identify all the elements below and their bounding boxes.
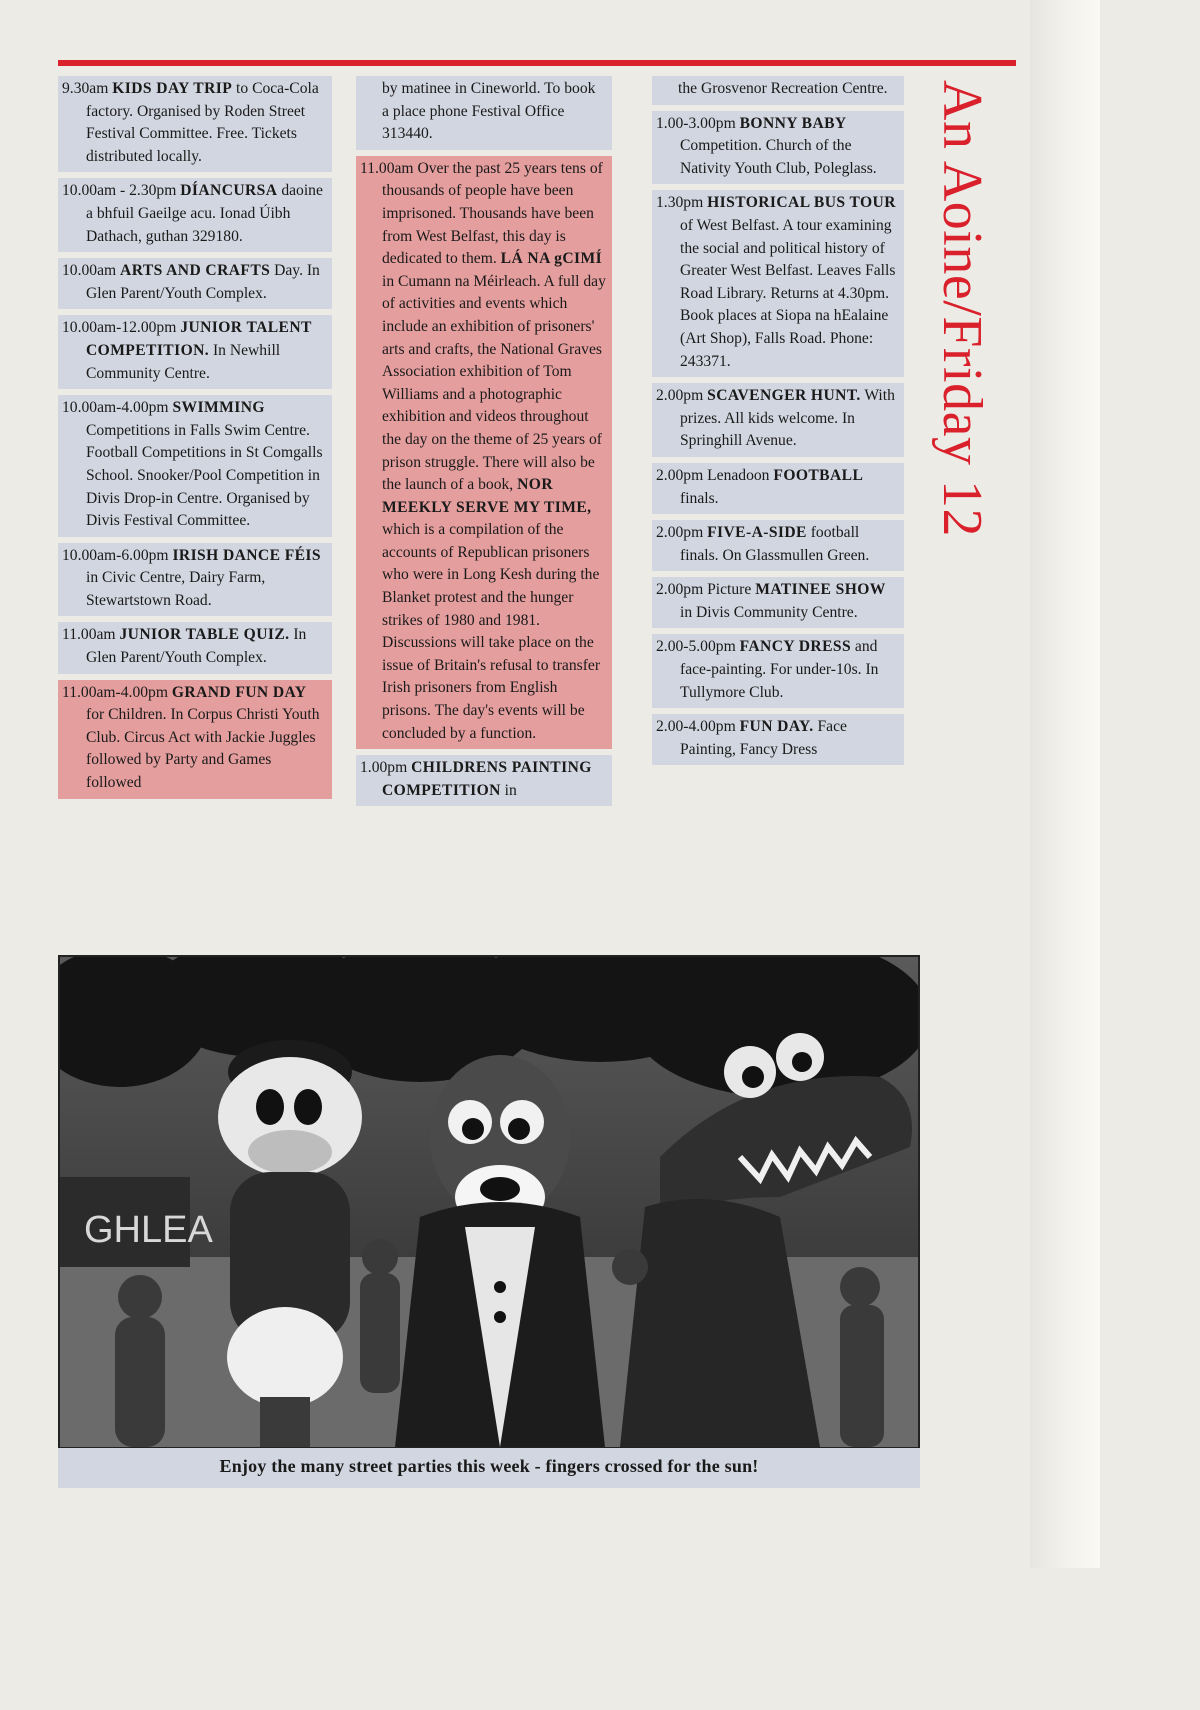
event-headline: JUNIOR TABLE QUIZ. xyxy=(119,626,290,644)
event-listing xyxy=(58,178,332,252)
day-heading xyxy=(933,80,991,700)
event-listing xyxy=(652,577,904,628)
event-listing xyxy=(652,463,904,514)
event-text: Lenadoon xyxy=(707,466,770,484)
event-time: 11.00am xyxy=(62,626,116,644)
event-time: 10.00am-4.00pm xyxy=(62,399,169,417)
event-headline: MATINEE SHOW xyxy=(755,581,886,599)
event-listing xyxy=(652,383,904,457)
event-text: to Coca-Cola factory. Organised by Roden Street Festival Committee. Free. Tickets distributed locally. xyxy=(86,80,319,165)
event-text: which is a compilation of the accounts of Republican prisoners who were in Long Kesh during the Blanket protest and the hunger strikes of 1980 and 1981. Discussions will take place on the issue of Britain's refusal to transfer Irish prisoners from English prisons. The day's events will be concluded by a function. xyxy=(382,521,601,742)
event-time: 2.00pm xyxy=(656,387,704,405)
event-time: 9.30am xyxy=(62,80,109,97)
event-time: 11.00am-4.00pm xyxy=(62,683,168,701)
listings-column-3 xyxy=(652,76,904,771)
event-headline: IRISH DANCE FÉIS xyxy=(172,546,321,564)
event-headline: HISTORICAL BUS TOUR xyxy=(707,194,896,212)
event-text: of West Belfast. A tour examining the social and political history of Greater West Belfast. Leaves Falls Road Library. Returns at 4.30pm. Book places at Siopa na hEalaine (Art Shop), Falls Road. Phone: 243371. xyxy=(680,216,896,370)
listings-column-1 xyxy=(58,76,332,805)
event-listing xyxy=(652,111,904,185)
event-listing xyxy=(652,190,904,377)
event-text: In Glen Parent/Youth Complex. xyxy=(86,626,307,667)
event-headline: FIVE-A-SIDE xyxy=(707,524,807,542)
event-time: 10.00am-6.00pm xyxy=(62,546,169,564)
street-party-photo xyxy=(58,955,920,1449)
event-listing xyxy=(356,156,612,749)
event-text: Day. In Glen Parent/Youth Complex. xyxy=(86,262,320,302)
event-headline: GRAND FUN DAY xyxy=(171,683,307,701)
event-text: the Grosvenor Recreation Centre. xyxy=(678,80,888,97)
event-text: in Divis Community Centre. xyxy=(680,603,858,621)
event-text: Competitions in Falls Swim Centre. Football Competitions in St Comgalls School. Snooker/Pool Competition in Divis Drop-in Centre. Organised by Divis Festival Committee. xyxy=(86,421,323,530)
event-headline: KIDS DAY TRIP xyxy=(112,80,233,97)
event-text: In Newhill Community Centre. xyxy=(86,341,281,382)
banner-text: GHLEA xyxy=(84,1209,213,1251)
event-headline: SCAVENGER HUNT. xyxy=(707,387,861,405)
event-time: 1.30pm xyxy=(656,194,704,212)
event-listing xyxy=(58,315,332,389)
event-listing xyxy=(652,714,904,765)
event-time: 10.00am xyxy=(62,262,117,280)
event-listing xyxy=(58,543,332,617)
event-text: for Children. In Corpus Christi Youth Club. Circus Act with Jackie Juggles followed by Party and Games followed xyxy=(86,706,320,792)
event-time: 1.00-3.00pm xyxy=(656,114,736,132)
event-listing xyxy=(58,622,332,673)
event-listing xyxy=(58,258,332,309)
event-listing xyxy=(58,76,332,172)
event-text: in Civic Centre, Dairy Farm, Stewartstown Road. xyxy=(86,569,266,609)
event-headline: FUN DAY. xyxy=(739,718,814,736)
event-time: 2.00pm xyxy=(656,466,704,484)
event-text: finals. xyxy=(680,489,719,507)
event-headline: NOR MEEKLY SERVE MY TIME, xyxy=(382,476,592,516)
event-text: football finals. On Glassmullen Green. xyxy=(680,524,870,564)
event-time: 2.00pm xyxy=(656,524,704,542)
event-time: 2.00pm xyxy=(656,581,704,599)
event-listing xyxy=(58,395,332,537)
event-headline: ARTS AND CRAFTS xyxy=(120,262,271,280)
day-heading-text: An Aoine/Friday 12 xyxy=(931,80,993,537)
event-headline: SWIMMING xyxy=(172,399,265,417)
event-headline: JUNIOR TALENT COMPETITION. xyxy=(86,319,312,359)
event-listing xyxy=(652,76,904,105)
event-text: Face Painting, Fancy Dress xyxy=(680,718,847,758)
event-listing xyxy=(652,634,904,708)
event-headline: CHILDRENS PAINTING COMPETITION xyxy=(382,759,592,799)
event-listing xyxy=(356,755,612,806)
mascots-photo-illustration xyxy=(60,957,918,1447)
event-headline: DÍANCURSA xyxy=(180,182,278,200)
event-text: With prizes. All kids welcome. In Springhill Avenue. xyxy=(680,387,895,450)
event-time: 10.00am - 2.30pm xyxy=(62,182,177,200)
listings-column-2 xyxy=(356,76,612,812)
event-listing xyxy=(356,76,612,150)
event-text: Picture xyxy=(707,581,752,599)
event-text: Competition. Church of the Nativity Youth Club, Poleglass. xyxy=(680,137,877,177)
event-text: in Cumann na Méirleach. A full day of activities and events which include an exhibition of prisoners' arts and crafts, the National Graves Association exhibition of Tom Williams and a photographic exhibition and videos throughout the day on the theme of 25 years of prison struggle. There will also be the launch of a book, xyxy=(382,272,606,494)
event-headline: FOOTBALL xyxy=(773,466,864,484)
event-text: in xyxy=(500,781,517,799)
page-edge xyxy=(1030,0,1100,1568)
event-time: 10.00am-12.00pm xyxy=(62,319,177,337)
photo-caption: Enjoy the many street parties this week - fingers crossed for the sun! xyxy=(58,1448,920,1488)
event-headline: LÁ NA gCIMÍ xyxy=(500,250,603,268)
event-text: Over the past 25 years tens of thousands of people have been imprisoned. Thousands have been from West Belfast, this day is dedicated to them. xyxy=(382,159,603,268)
event-time: 2.00-5.00pm xyxy=(656,638,736,656)
event-headline: FANCY DRESS xyxy=(739,638,852,656)
event-time: 11.00am xyxy=(360,159,414,177)
event-listing xyxy=(652,520,904,571)
event-time: 1.00pm xyxy=(360,759,408,777)
event-text: by matinee in Cineworld. To book a place phone Festival Office 313440. xyxy=(382,80,596,143)
event-text: daoine a bhfuil Gaeilge acu. Ionad Úibh Dathach, guthan 329180. xyxy=(86,182,323,245)
event-headline: BONNY BABY xyxy=(739,114,847,132)
event-text: and face-painting. For under-10s. In Tullymore Club. xyxy=(680,638,879,701)
event-time: 2.00-4.00pm xyxy=(656,718,736,736)
top-red-rule xyxy=(58,60,1016,66)
event-listing xyxy=(58,680,332,799)
